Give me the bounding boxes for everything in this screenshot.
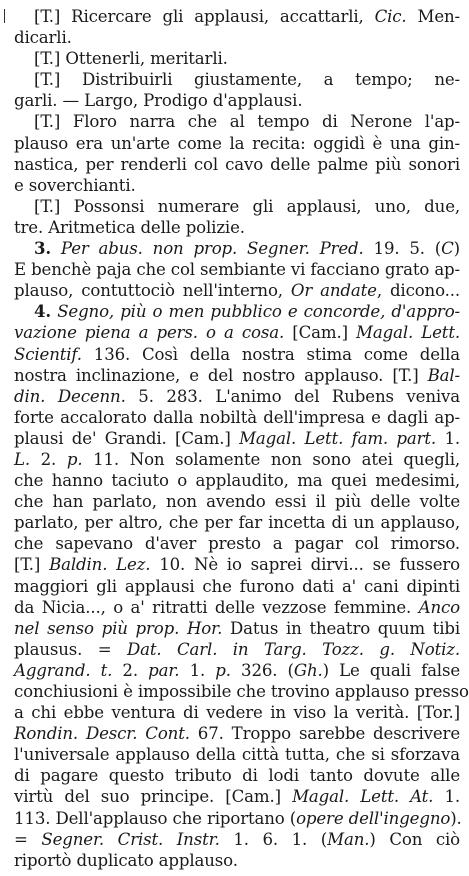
italic-text: din. Decenn. xyxy=(14,386,126,406)
text-span: tre. Aritmetica delle polizie. xyxy=(14,217,245,237)
text-span: 1. 6. 1. ( xyxy=(219,829,328,849)
text-line xyxy=(14,196,460,217)
italic-text: Scientif. xyxy=(14,344,82,364)
text-span: a chi ebbe ventura di vedere in viso la verità. [Tor.] xyxy=(14,703,460,723)
text-line xyxy=(14,597,460,618)
text-span: che hanno taciuto o applaudito, ma quei medesimi, xyxy=(14,471,460,491)
text-line xyxy=(14,111,460,132)
text-span: riportò duplicato applauso. xyxy=(14,850,238,870)
text-span: [T.] Distribuirli giustamente, a tempo; ne- xyxy=(34,70,460,90)
text-line xyxy=(14,407,460,428)
text-line xyxy=(14,554,460,575)
text-span: forte accalorato dalla nobiltà dell'impresa e dagli ap- xyxy=(14,407,460,427)
text-span: garli. — Largo, Prodigo d'applausi. xyxy=(14,91,303,111)
text-span: plauso era un'arte come la recita: oggidì è una gin- xyxy=(14,133,460,153)
italic-text: par. xyxy=(148,660,180,680)
italic-text: Anco xyxy=(418,597,460,617)
text-span: 10. Nè io saprei dirvi... se fussero xyxy=(150,555,460,575)
italic-text: Rondin. Descr. Cont. xyxy=(14,724,190,744)
text-span: , dicono... xyxy=(376,281,461,301)
text-span: E benchè paja che col sembiante vi facciano grato ap- xyxy=(14,260,460,280)
text-span: l'universale applauso della città tutta, che si sforzava xyxy=(14,745,460,765)
text-span xyxy=(51,239,61,258)
text-line xyxy=(14,48,460,69)
text-line xyxy=(14,808,460,829)
text-span: [T.] Possonsi numerare gli applausi, uno, due, xyxy=(34,196,460,216)
text-span: e soverchianti. xyxy=(14,175,136,195)
text-line xyxy=(14,681,469,702)
text-line xyxy=(14,723,460,744)
text-span: 2. xyxy=(112,660,149,680)
italic-text: C xyxy=(441,239,454,259)
text-span: 67. Troppo sarebbe descrivere xyxy=(189,724,460,744)
text-line xyxy=(14,470,460,491)
text-line xyxy=(14,280,460,301)
text-line xyxy=(14,744,460,765)
text-line xyxy=(14,428,460,449)
text-line xyxy=(14,386,460,407)
italic-text: Aggrand. t. xyxy=(14,660,113,680)
italic-text: Magal. Lett. xyxy=(356,323,460,343)
text-span: 1. xyxy=(436,428,460,448)
text-span: da Nicia..., o a' ritratti delle vezzose femmine. xyxy=(14,597,419,617)
text-span: maggiori gli applausi che furono dati a' cani dipinti xyxy=(14,576,460,596)
text-span: 2. xyxy=(30,449,67,469)
text-span: ) xyxy=(453,239,460,259)
text-span: 5. 283. L'animo del Rubens veniva xyxy=(125,386,460,406)
italic-text: Magal. Lett. fam. part. xyxy=(239,428,437,448)
text-line xyxy=(14,786,460,807)
italic-text: Man. xyxy=(327,829,370,849)
text-line xyxy=(14,491,460,512)
italic-text: vazione piena a pers. o a cosa. xyxy=(14,323,285,343)
italic-text: Dat. Carl. in Targ. Tozz. g. Notiz. xyxy=(126,639,460,659)
text-line xyxy=(14,6,460,27)
text-span: [T.] Ricercare gli applausi, accattarli, xyxy=(34,7,375,26)
text-line xyxy=(14,259,460,280)
text-span: ) Le quali false xyxy=(322,660,461,680)
text-line xyxy=(14,154,460,175)
text-span: ) Con ciò xyxy=(369,829,461,849)
text-span: dicarli. xyxy=(14,28,72,48)
text-span: che sapevano d'aver presto a pagar col rimorso. xyxy=(14,534,460,554)
sense-number: 3. xyxy=(34,238,52,259)
text-line xyxy=(14,850,460,871)
text-span: [T.] Floro narra che al tempo di Nerone l'ap- xyxy=(34,112,460,132)
text-line xyxy=(14,238,460,259)
text-line xyxy=(14,175,460,196)
text-line xyxy=(14,69,460,90)
text-column xyxy=(14,6,469,871)
text-line xyxy=(14,702,460,723)
italic-text: p. xyxy=(66,449,83,469)
text-line xyxy=(14,829,460,850)
text-span: nastica, per renderli col cavo delle palme più sonori xyxy=(14,154,460,174)
italic-text: Bal- xyxy=(427,365,460,385)
text-span: conchiusioni è impossibile che trovino applauso presso xyxy=(14,682,469,701)
text-span: 11. Non solamente non sono atei quegli, xyxy=(82,449,460,469)
text-span: virtù del suo principe. [Cam.] xyxy=(14,787,293,807)
margin-rule xyxy=(4,9,5,23)
text-span: Men- xyxy=(406,7,460,26)
italic-text: L. xyxy=(14,449,30,469)
text-line xyxy=(14,660,460,681)
text-line xyxy=(14,301,460,322)
text-line xyxy=(14,133,460,154)
text-span: [T.] xyxy=(14,555,50,575)
italic-text: Segner. Crist. Instr. xyxy=(41,829,220,849)
text-span: 326. ( xyxy=(230,660,294,680)
text-line xyxy=(14,449,460,470)
italic-text: Magal. Lett. At. xyxy=(292,787,434,807)
text-line xyxy=(14,27,460,48)
text-span: Datus in theatro quum tibi xyxy=(222,618,460,638)
text-line xyxy=(14,576,460,597)
italic-text: p. xyxy=(215,660,231,680)
text-span: ). xyxy=(450,808,462,828)
text-span: 136. Così della nostra stima come della xyxy=(81,344,460,364)
text-line xyxy=(14,344,460,365)
text-line xyxy=(14,365,460,386)
italic-text: Baldin. Lez. xyxy=(49,555,151,575)
text-span: parlato, per altro, che per far incetta di un applauso, xyxy=(14,513,460,533)
text-span: 1. xyxy=(179,660,216,680)
text-span: = xyxy=(14,829,42,849)
text-span: [Cam.] xyxy=(284,323,357,343)
text-span: che han parlato, non avendo essi il più delle volte xyxy=(14,492,460,512)
text-line xyxy=(14,217,460,238)
sense-number: 4. xyxy=(34,301,52,322)
text-line xyxy=(14,512,460,533)
text-line xyxy=(14,533,460,554)
italic-text: Or andate xyxy=(290,281,377,301)
text-span: 113. Dell'applauso che riportano ( xyxy=(14,808,297,828)
text-span: nostra inclinazione, e del nostro applauso. [T.] xyxy=(14,365,428,385)
text-span: [T.] Ottenerli, meritarli. xyxy=(34,49,228,69)
italic-text: nel senso più prop. Hor. xyxy=(14,618,223,638)
text-line xyxy=(14,765,460,786)
text-span: plauso, contuttociò nell'interno, xyxy=(14,281,291,301)
text-span: di pagare questo tributo di lodi tanto dovute alle xyxy=(14,766,460,786)
italic-text: opere dell'ingegno xyxy=(296,808,451,828)
italic-text: Segno, più o men pubblico e concorde, d'appro- xyxy=(57,302,460,322)
text-span: plausi de' Grandi. [Cam.] xyxy=(14,428,240,448)
italic-text: Gh. xyxy=(293,660,323,680)
text-line xyxy=(14,618,460,639)
text-span: 19. 5. ( xyxy=(363,239,442,259)
text-line xyxy=(14,639,460,660)
text-span: plausus. = xyxy=(14,639,127,659)
text-line xyxy=(14,90,460,111)
italic-text: Cic. xyxy=(374,7,407,26)
text-line xyxy=(14,322,460,343)
text-span: 1. xyxy=(433,787,460,807)
italic-text: Per abus. non prop. Segner. Pred. xyxy=(60,239,364,259)
